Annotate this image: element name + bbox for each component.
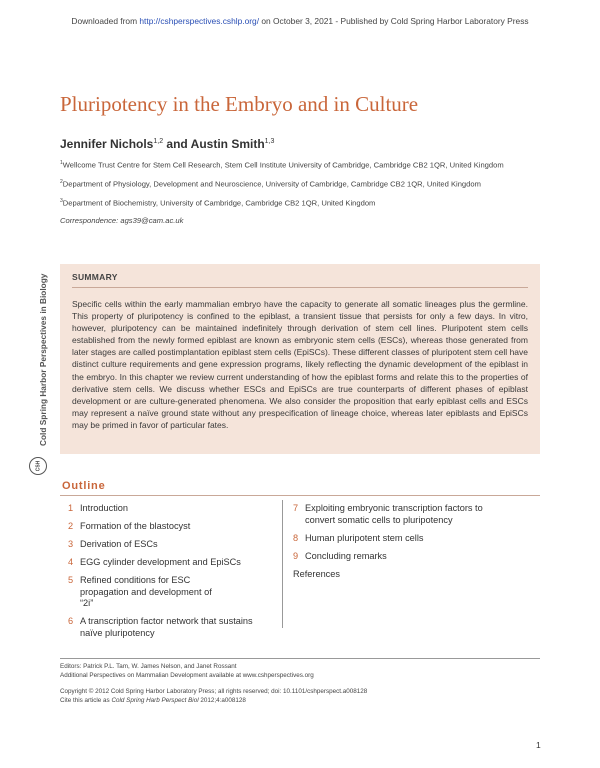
citation-line: Cite this article as Cold Spring Harb Perspect Biol 2012;4:a008128 [60, 697, 246, 705]
outline-item[interactable]: 8 Human pluripotent stem cells [293, 532, 424, 543]
affiliation: $^3$Department of Biochemistry, University of Cambridge, Cambridge CB2 1QR, United Kingdom [60, 198, 376, 208]
summary-box [60, 264, 540, 454]
logo-text: CSH [35, 460, 41, 472]
author-list [60, 137, 274, 151]
correspondence: Correspondence: ags39@cam.ac.uk [60, 216, 184, 226]
page-number: 1 [536, 740, 541, 750]
author-name: Austin Smith [190, 137, 265, 151]
summary-heading: SUMMARY [72, 272, 528, 288]
outline-item-references[interactable]: References [293, 568, 340, 579]
download-prefix: Downloaded from [71, 16, 140, 26]
author-affil-sup: 1,3 [264, 138, 275, 145]
outline-column-right [293, 503, 513, 587]
outline-divider [60, 495, 540, 496]
copyright-line: Copyright © 2012 Cold Spring Harbor Laboratory Press; all rights reserved; doi: 10.1101/cshperspect.a008128 [60, 687, 368, 695]
outline-item[interactable]: 4 EGG cylinder development and EpiSCs [68, 557, 241, 567]
outline-item[interactable]: 1 Introduction [68, 503, 129, 513]
affiliation: $^2$Department of Physiology, Development and Neuroscience, University of Cambridge, Cambridge CB2 1QR, United Kingdom [60, 179, 481, 189]
outline-item[interactable]: 9 Concluding remarks [293, 550, 387, 561]
author-affil-sup: 1,2 [153, 138, 164, 145]
journal-name-vertical: Cold Spring Harbor Perspectives in Biology [38, 273, 48, 446]
outline-item[interactable]: 5 Refined conditions for ESC propagation and development of “2i” [68, 575, 212, 608]
csh-logo-icon [29, 457, 47, 475]
article-title: Pluripotency in the Embryo and in Culture [60, 92, 419, 116]
outline-item[interactable]: 2 Formation of the blastocyst [68, 521, 191, 531]
footer-notes [60, 662, 550, 706]
download-link[interactable]: http://cshperspectives.cshlp.org/ [139, 16, 260, 26]
outline-item[interactable]: 6 A transcription factor network that sustains naïve pluripotency [68, 616, 253, 638]
editors-line: Editors: Patrick P.L. Tam, W. James Nelson, and Janet Rossant [60, 663, 237, 670]
outline-item[interactable]: 3 Derivation of ESCs [68, 539, 158, 549]
download-suffix: on October 3, 2021 - Published by Cold Spring Harbor Laboratory Press [259, 16, 529, 26]
outline-column-divider [282, 500, 283, 628]
author-conjunction: and [163, 137, 191, 151]
affiliations [60, 158, 560, 233]
outline-heading: Outline [62, 480, 106, 492]
affiliation: $^1$Wellcome Trust Centre for Stem Cell Research, Stem Cell Institute University of Cambridge, Cambridge CB2 1QR, United Kingdom [60, 160, 504, 170]
outline-column-left [68, 503, 278, 646]
additional-perspectives-line: Additional Perspectives on Mammalian Development available at www.cshperspectives.org [60, 672, 314, 680]
summary-text: Specific cells within the early mammalian embryo have the capacity to generate all somatic lineages plus the germline. This property of pluripotency is confined to the epiblast, a transient tissue that persists for only a few days. In vitro, however, pluripotency can be maintained indefinitely through derivation of stem cell lines. Pluripotent stem cells established from the newly formed epiblast are known as embryonic stem cells (ESCs), whereas those generated from later stages are called postimplantation epiblast stem cells (EpiSCs). These different classes of pluripotent stem cell have distinct culture requirements and gene expression programs, likely reflecting the dynamic development of the epiblast in the embryo. In this chapter we review current understanding of how the epiblast forms and relate this to the properties of derivative stem cells. We discuss whether ESCs and EpiSCs are true counterparts of different phases of epiblast development or are culture-generated phenomena. We also consider the proposition that early epiblast cells and ESCs may represent a naïve ground state without any prespecification of lineage choice, whereas later epiblasts and EpiSCs may be primed in favor of particular fates. [72, 299, 528, 430]
outline-item[interactable]: 7 Exploiting embryonic transcription factors to convert somatic cells to pluripotency [293, 503, 483, 525]
footer-divider [60, 658, 540, 659]
download-notice [0, 16, 600, 26]
author-name: Jennifer Nichols [60, 137, 154, 151]
